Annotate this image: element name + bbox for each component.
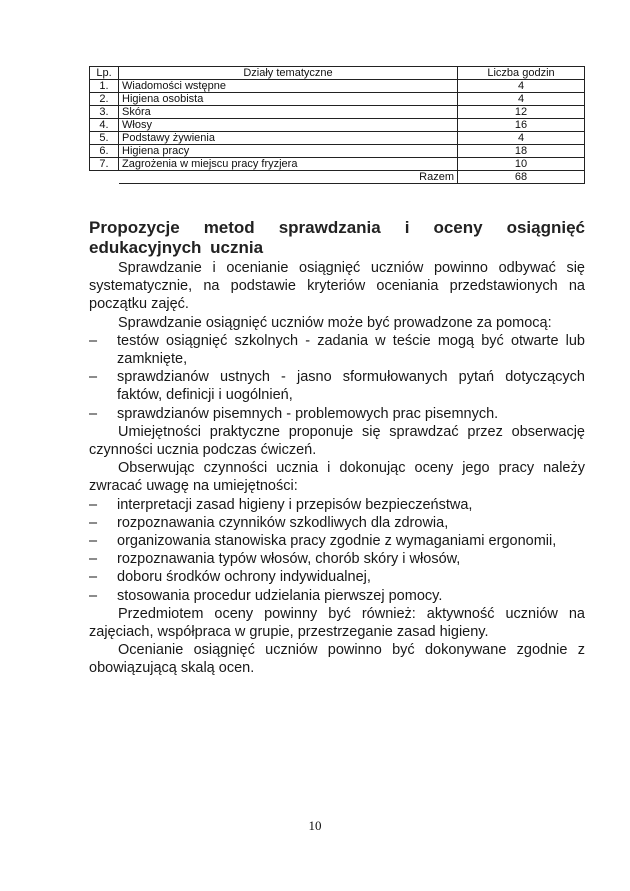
row-lp: 7. xyxy=(90,158,119,171)
skills-list xyxy=(89,496,585,605)
table-row xyxy=(90,132,585,145)
row-topic: Skóra xyxy=(119,106,458,119)
table-row xyxy=(90,93,585,106)
table-row xyxy=(90,145,585,158)
header-topic: Działy tematyczne xyxy=(119,67,458,80)
row-topic: Wiadomości wstępne xyxy=(119,80,458,93)
list-item: – stosowania procedur udzielania pierwszej pomocy. xyxy=(89,587,585,605)
paragraph: Sprawdzanie osiągnięć uczniów może być prowadzone za pomocą: xyxy=(118,314,552,331)
total-label: Razem xyxy=(119,171,458,184)
row-lp: 5. xyxy=(90,132,119,145)
table-row xyxy=(90,106,585,119)
list-item: – sprawdzianów pisemnych - problemowych prac pisemnych. xyxy=(89,405,585,423)
row-topic: Higiena pracy xyxy=(119,145,458,158)
row-hours: 4 xyxy=(458,132,585,145)
row-topic: Zagrożenia w miejscu pracy fryzjera xyxy=(119,158,458,171)
list-item: – interpretacji zasad higieny i przepisów bezpieczeństwa, xyxy=(89,496,585,514)
row-hours: 16 xyxy=(458,119,585,132)
row-topic: Podstawy żywienia xyxy=(119,132,458,145)
paragraph: Przedmiotem oceny powinny być również: aktywność uczniów na zajęciach, współpraca w grupie, przestrzeganie zasad higieny. xyxy=(89,605,585,641)
paragraph: Umiejętności praktyczne proponuje się sprawdzać przez obserwację czynności ucznia podczas ćwiczeń. xyxy=(89,423,585,459)
table-row xyxy=(90,80,585,93)
list-item: – rozpoznawania czynników szkodliwych dla zdrowia, xyxy=(89,514,585,532)
page-number: 10 xyxy=(308,818,322,833)
paragraph: Sprawdzanie i ocenianie osiągnięć uczniów powinno odbywać się systematycznie, na podstawie kryteriów oceniania przedstawionych na początku zajęć. xyxy=(89,260,585,313)
assessment-methods-list xyxy=(89,332,585,423)
row-lp: 1. xyxy=(90,80,119,93)
total-blank-cell xyxy=(90,171,119,184)
section-body xyxy=(89,259,585,678)
row-hours: 18 xyxy=(458,145,585,158)
row-hours: 10 xyxy=(458,158,585,171)
row-lp: 4. xyxy=(90,119,119,132)
paragraph: Obserwując czynności ucznia i dokonując oceny jego pracy należy zwracać uwagę na umiejętności: xyxy=(89,460,585,495)
row-lp: 2. xyxy=(90,93,119,106)
row-lp: 6. xyxy=(90,145,119,158)
row-hours: 12 xyxy=(458,106,585,119)
row-hours: 4 xyxy=(458,93,585,106)
section-heading: Propozycje metod sprawdzania i oceny osiągnięć edukacyjnych ucznia xyxy=(89,218,585,257)
list-item: – testów osiągnięć szkolnych - zadania w teście mogą być otwarte lub zamknięte, xyxy=(89,332,585,368)
total-value: 68 xyxy=(458,171,585,184)
list-item: – rozpoznawania typów włosów, chorób skóry i włosów, xyxy=(89,550,585,568)
header-lp: Lp. xyxy=(90,67,119,80)
table-row xyxy=(90,158,585,171)
row-lp: 3. xyxy=(90,106,119,119)
list-item: – sprawdzianów ustnych - jasno sformułowanych pytań dotyczących faktów, definicji i uogólnień, xyxy=(89,368,585,404)
list-item: – organizowania stanowiska pracy zgodnie z wymaganiami ergonomii, xyxy=(89,532,585,550)
topics-table xyxy=(89,66,585,184)
table-total-row xyxy=(90,171,585,184)
list-item: – doboru środków ochrony indywidualnej, xyxy=(89,568,585,586)
row-topic: Higiena osobista xyxy=(119,93,458,106)
header-hours: Liczba godzin xyxy=(458,67,585,80)
row-hours: 4 xyxy=(458,80,585,93)
row-topic: Włosy xyxy=(119,119,458,132)
paragraph: Ocenianie osiągnięć uczniów powinno być dokonywane zgodnie z obowiązującą skalą ocen. xyxy=(89,642,585,677)
table-row xyxy=(90,119,585,132)
table-header-row xyxy=(90,67,585,80)
